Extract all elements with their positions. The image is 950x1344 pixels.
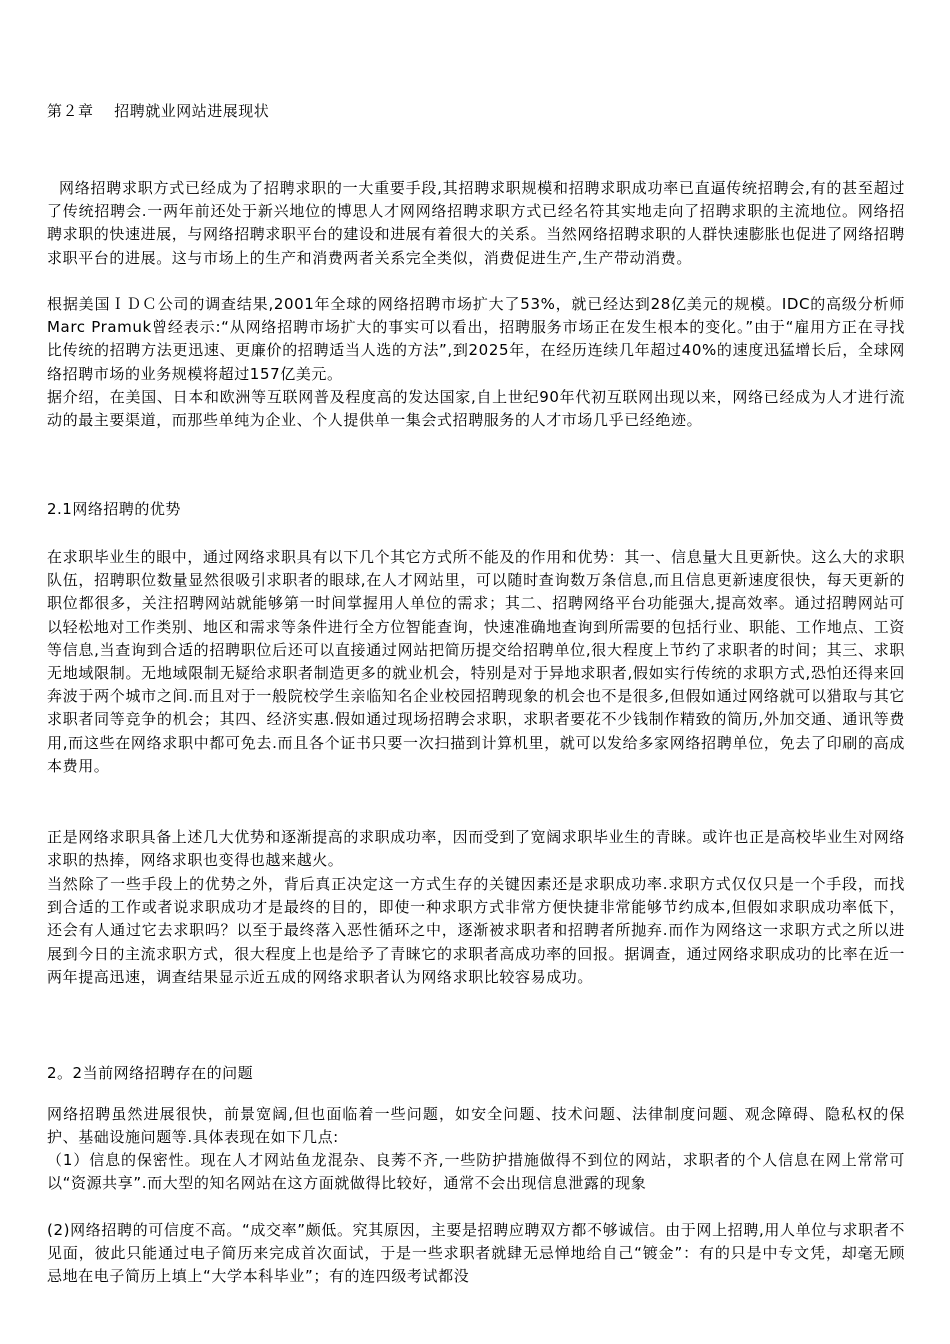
section-2-paragraph-2: （1）信息的保密性。现在人才网站鱼龙混杂、良莠不齐,一些防护措施做得不到位的网站，求职者的个人信息在网上常常可以“资源共享”.而大型的知名网站在这方面就做得比较好，通常不会出现信息泄露的现象 [47,1151,905,1193]
section-1-title: 2.1网络招聘的优势 [47,500,181,518]
intro-paragraph-2: 根据美国ＩＤＣ公司的调查结果,2001年全球的网络招聘市场扩大了53%，就已经达到28亿美元的规模。IDC的高级分析师Marc Pramuk曾经表示:“从网络招聘市场扩大的事实可以看出，招聘服务市场正在发生根本的变化。”由于“雇用方正在寻找比传统的招聘方法更迅速、更廉价的招聘适当人选的方法”,到2025年，在经历连续几年超过40%的速度迅猛增长后，全球网络招聘市场的业务规模将超过157亿美元。 [47,295,905,383]
chapter-title: 第２章 招聘就业网站进展现状 [47,102,270,120]
intro-paragraph-3: 据介绍，在美国、日本和欧洲等互联网普及程度高的发达国家,自上世纪90年代初互联网出现以来，网络已经成为人才进行流动的最主要渠道，而那些单纯为企业、个人提供单一集会式招聘服务的人才市场几乎已经绝迹。 [47,388,905,430]
section-1-paragraph-2: 正是网络求职具备上述几大优势和逐渐提高的求职成功率，因而受到了宽阔求职毕业生的青睐。或许也正是高校毕业生对网络求职的热捧，网络求职也变得也越来越火。 [47,828,906,870]
section-2-paragraph-3: (2)网络招聘的可信度不高。“成交率”颇低。究其原因，主要是招聘应聘双方都不够诚信。由于网上招聘,用人单位与求职者不见面，彼此只能通过电子简历来完成首次面试，于是一些求职者就肆无忌惮地给自己“镀金”：有的只是中专文凭，却毫无顾忌地在电子简历上填上“大学本科毕业”；有的连四级考试都没 [47,1221,905,1286]
intro-paragraph-1: 网络招聘求职方式已经成为了招聘求职的一大重要手段,其招聘求职规模和招聘求职成功率已直逼传统招聘会,有的甚至超过了传统招聘会.一两年前还处于新兴地位的博思人才网网络招聘求职方式已经名符其实地走向了招聘求职的主流地位。网络招聘求职的快速进展，与网络招聘求职平台的建设和进展有着很大的关系。当然网络招聘求职的人群快速膨胀也促进了网络招聘求职平台的进展。这与市场上的生产和消费两者关系完全类似，消费促进生产,生产带动消费。 [47,179,906,267]
section-1-paragraph-1: 在求职毕业生的眼中，通过网络求职具有以下几个其它方式所不能及的作用和优势：其一、信息量大且更新快。这么大的求职队伍，招聘职位数量显然很吸引求职者的眼球,在人才网站里，可以随时查询数万条信息,而且信息更新速度很快，每天更新的职位都很多，关注招聘网站就能够第一时间掌握用人单位的需求；其二、招聘网络平台功能强大,提高效率。通过招聘网站可以轻松地对工作类别、地区和需求等条件进行全方位智能查询，快速准确地查询到所需要的包括行业、职能、工作地点、工资等信息,当查询到合适的招聘职位后还可以直接通过网站把简历提交给招聘单位,很大程度上节约了求职者的时间；其三、求职无地域限制。无地域限制无疑给求职者制造更多的就业机会，特别是对于异地求职者,假如实行传统的求职方式,恐怕还得来回奔波于两个城市之间.而且对于一般院校学生亲临知名企业校园招聘现象的机会也不是很多,但假如通过网络就可以猎取与其它求职者同等竞争的机会；其四、经济实惠.假如通过现场招聘会求职，求职者要花不少钱制作精致的简历,外加交通、通讯等费用,而这些在网络求职中都可免去.而且各个证书只要一次扫描到计算机里，就可以发给多家网络招聘单位，免去了印刷的高成本费用。 [47,548,906,775]
section-1-paragraph-3: 当然除了一些手段上的优势之外，背后真正决定这一方式生存的关键因素还是求职成功率.求职方式仅仅只是一个手段，而找到合适的工作或者说求职成功才是最终的目的，即使一种求职方式非常方便快捷非常能够节约成本,但假如求职成功率低下，还会有人通过它去求职吗？以至于最终落入恶性循环之中，逐渐被求职者和招聘者所抛弃.而作为网络这一求职方式之所以进展到今日的主流求职方式，很大程度上也是给予了青睐它的求职者高成功率的回报。据调查，通过网络求职成功的比率在近一两年提高迅速，调查结果显示近五成的网络求职者认为网络求职比较容易成功。 [47,875,906,986]
section-2-title: 2。2当前网络招聘存在的问题 [47,1064,254,1082]
section-2-paragraph-1: 网络招聘虽然进展很快，前景宽阔,但也面临着一些问题，如安全问题、技术问题、法律制度问题、观念障碍、隐私权的保护、基础设施问题等.具体表现在如下几点: [47,1105,905,1147]
